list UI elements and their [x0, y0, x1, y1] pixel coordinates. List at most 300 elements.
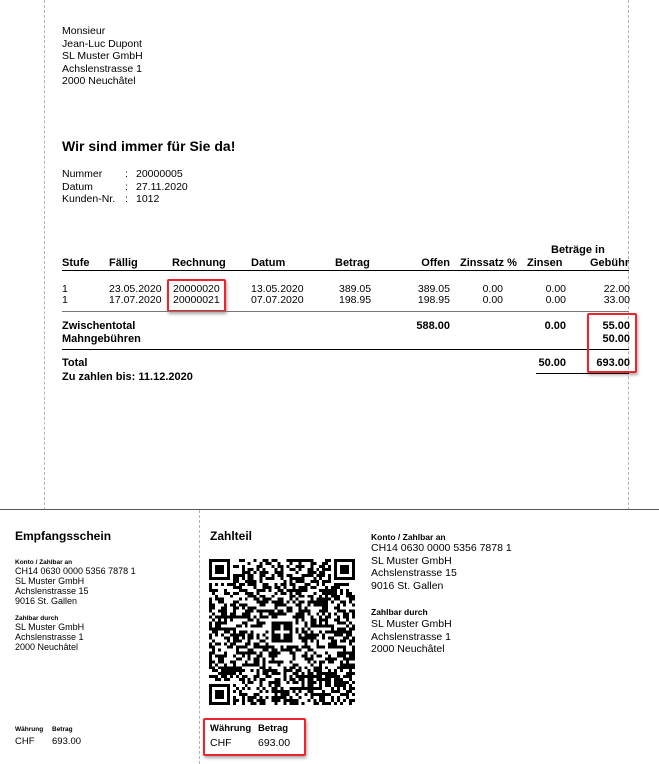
qr-module: [334, 675, 337, 678]
qr-module: [266, 669, 269, 672]
qr-module: [319, 645, 322, 648]
qr-module: [263, 666, 266, 669]
qr-module: [239, 559, 242, 562]
meta-values: [136, 168, 188, 206]
qr-module: [251, 595, 254, 598]
qr-module: [245, 651, 248, 654]
qr-module: [239, 598, 242, 601]
qr-module: [295, 699, 298, 702]
qr-module: [239, 631, 242, 634]
qr-module: [245, 598, 248, 601]
qr-module: [316, 687, 319, 690]
qr-module: [263, 616, 266, 619]
qr-module: [251, 663, 254, 666]
qr-module: [346, 663, 349, 666]
qr-module: [310, 663, 313, 666]
qr-module: [298, 595, 301, 598]
qr-module: [346, 592, 349, 595]
qr-module: [349, 622, 352, 625]
qr-module: [245, 684, 248, 687]
qr-module: [283, 675, 286, 678]
qr-module: [218, 625, 221, 628]
qr-module: [254, 625, 257, 628]
qr-module: [224, 619, 227, 622]
qr-module: [328, 565, 331, 568]
qr-module: [292, 699, 295, 702]
qr-module: [251, 699, 254, 702]
qr-module: [322, 672, 325, 675]
qr-module: [224, 651, 227, 654]
qr-module: [281, 601, 284, 604]
qr-module: [263, 595, 266, 598]
qr-module: [301, 684, 304, 687]
qr-module: [278, 681, 281, 684]
qr-module: [236, 636, 239, 639]
qr-module: [242, 681, 245, 684]
qr-module: [289, 577, 292, 580]
qr-module: [263, 571, 266, 574]
qr-module: [215, 642, 218, 645]
qr-module: [295, 669, 298, 672]
qr-module: [257, 633, 260, 636]
qr-module: [233, 642, 236, 645]
qr-module: [257, 601, 260, 604]
qr-module: [221, 633, 224, 636]
qr-module: [301, 565, 304, 568]
qr-module: [242, 633, 245, 636]
qr-module: [352, 639, 355, 642]
nummer-label: Nummer: [62, 168, 103, 180]
qr-module: [236, 675, 239, 678]
receipt-separator-line: [199, 510, 200, 764]
qr-module: [215, 589, 218, 592]
qr-module: [239, 657, 242, 660]
qr-module: [322, 699, 325, 702]
qr-module: [352, 613, 355, 616]
qr-module: [278, 586, 281, 589]
qr-module: [254, 580, 257, 583]
qr-module: [328, 684, 331, 687]
qr-module: [275, 690, 278, 693]
qr-module: [248, 583, 251, 586]
qr-module: [245, 571, 248, 574]
qr-module: [322, 607, 325, 610]
qr-module: [245, 592, 248, 595]
qr-module: [301, 636, 304, 639]
qr-module: [316, 642, 319, 645]
qr-module: [221, 613, 224, 616]
qr-module: [233, 672, 236, 675]
qr-module: [242, 663, 245, 666]
qr-module: [269, 651, 272, 654]
qr-module: [236, 586, 239, 589]
qr-module: [328, 678, 331, 681]
qr-module: [301, 687, 304, 690]
qr-module: [343, 613, 346, 616]
qr-module: [218, 660, 221, 663]
qr-module: [242, 589, 245, 592]
qr-module: [266, 642, 269, 645]
qr-module: [230, 666, 233, 669]
qr-module: [275, 583, 278, 586]
qr-module: [346, 666, 349, 669]
qr-module: [224, 592, 227, 595]
qr-module: [278, 651, 281, 654]
qr-module: [313, 622, 316, 625]
qr-module: [352, 663, 355, 666]
qr-module: [343, 663, 346, 666]
qr-module: [281, 613, 284, 616]
qr-module: [272, 645, 275, 648]
qr-module: [319, 654, 322, 657]
qr-module: [310, 696, 313, 699]
qr-module: [337, 690, 340, 693]
qr-module: [313, 675, 316, 678]
row2-offen: 198.95: [417, 294, 450, 306]
qr-module: [233, 639, 236, 642]
receipt-creditor-line: Achslenstrasse 15: [15, 586, 89, 596]
qr-module: [212, 631, 215, 634]
qr-module: [337, 610, 340, 613]
qr-module: [310, 580, 313, 583]
qr-module: [343, 601, 346, 604]
colon: :: [125, 180, 128, 193]
qr-module: [322, 696, 325, 699]
payment-creditor-line: 9016 St. Gallen: [371, 579, 444, 592]
qr-module: [275, 601, 278, 604]
qr-module: [251, 633, 254, 636]
qr-module: [239, 666, 242, 669]
qr-module: [316, 639, 319, 642]
qr-module: [298, 669, 301, 672]
qr-module: [340, 669, 343, 672]
qr-module: [257, 660, 260, 663]
qr-module: [251, 636, 254, 639]
qr-module: [292, 690, 295, 693]
receipt-konto-label: Konto / Zahlbar an: [15, 559, 73, 566]
qr-module: [218, 672, 221, 675]
qr-module: [298, 580, 301, 583]
qr-module: [310, 568, 313, 571]
qr-module: [239, 639, 242, 642]
zwischentotal-label: Zwischentotal: [62, 320, 136, 332]
qr-module: [337, 595, 340, 598]
qr-module: [269, 681, 272, 684]
qr-module: [218, 601, 221, 604]
qr-module: [322, 660, 325, 663]
qr-module: [292, 595, 295, 598]
qr-module: [292, 663, 295, 666]
gebuehr-highlight-box: [587, 313, 637, 373]
qr-module: [352, 672, 355, 675]
qr-module: [331, 696, 334, 699]
qr-module: [224, 613, 227, 616]
qr-module: [283, 666, 286, 669]
qr-module: [328, 675, 331, 678]
qr-module: [263, 678, 266, 681]
qr-module: [275, 687, 278, 690]
qr-module: [295, 663, 298, 666]
qr-module: [349, 633, 352, 636]
qr-module: [325, 631, 328, 634]
payment-konto-label: Konto / Zahlbar an: [371, 532, 446, 542]
qr-module: [278, 598, 281, 601]
qr-module: [224, 610, 227, 613]
qr-module: [307, 628, 310, 631]
qr-module: [340, 639, 343, 642]
qr-module: [266, 601, 269, 604]
qr-module: [233, 690, 236, 693]
qr-module: [304, 687, 307, 690]
qr-module: [346, 672, 349, 675]
qr-module: [230, 642, 233, 645]
qr-module: [233, 607, 236, 610]
qr-module: [295, 648, 298, 651]
qr-module: [245, 622, 248, 625]
qr-module: [286, 559, 289, 562]
qr-module: [298, 648, 301, 651]
qr-module: [212, 660, 215, 663]
qr-module: [242, 568, 245, 571]
qr-module: [278, 660, 281, 663]
qr-module: [251, 610, 254, 613]
qr-module: [260, 604, 263, 607]
qr-module: [349, 651, 352, 654]
qr-module: [245, 631, 248, 634]
qr-module: [257, 610, 260, 613]
qr-module: [289, 675, 292, 678]
qr-module: [313, 636, 316, 639]
qr-module: [301, 631, 304, 634]
address-line: Jean-Luc Dupont: [62, 37, 142, 50]
qr-module: [286, 690, 289, 693]
qr-module: [313, 562, 316, 565]
qr-module: [215, 654, 218, 657]
qr-module: [236, 601, 239, 604]
qr-module: [310, 586, 313, 589]
qr-module: [212, 607, 215, 610]
qr-module: [263, 568, 266, 571]
qr-module: [230, 672, 233, 675]
qr-module: [319, 693, 322, 696]
qr-module: [298, 577, 301, 580]
qr-module: [337, 651, 340, 654]
qr-module: [322, 589, 325, 592]
qr-module: [316, 574, 319, 577]
qr-module: [316, 693, 319, 696]
qr-module: [212, 592, 215, 595]
qr-module: [227, 678, 230, 681]
qr-module: [239, 586, 242, 589]
qr-module: [340, 645, 343, 648]
qr-module: [209, 633, 212, 636]
qr-module: [257, 675, 260, 678]
qr-module: [260, 678, 263, 681]
qr-module: [322, 625, 325, 628]
qr-module: [239, 645, 242, 648]
qr-module: [233, 583, 236, 586]
qr-module: [292, 577, 295, 580]
qr-module: [340, 654, 343, 657]
qr-module: [257, 589, 260, 592]
qr-module: [301, 616, 304, 619]
payment-debtor: [371, 618, 452, 656]
qr-module: [272, 687, 275, 690]
qr-module: [310, 559, 313, 562]
qr-module: [337, 628, 340, 631]
qr-module: [269, 645, 272, 648]
group-header-betraege: Beträge in: [551, 244, 605, 256]
qr-module: [272, 601, 275, 604]
qr-module: [322, 604, 325, 607]
qr-module: [301, 580, 304, 583]
qr-module: [236, 666, 239, 669]
qr-module: [242, 693, 245, 696]
qr-module: [278, 678, 281, 681]
qr-module: [292, 645, 295, 648]
qr-module: [272, 565, 275, 568]
qr-module: [233, 580, 236, 583]
qr-module: [298, 559, 301, 562]
qr-module: [352, 625, 355, 628]
qr-module: [304, 625, 307, 628]
qr-module: [245, 675, 248, 678]
qr-module: [281, 583, 284, 586]
qr-module: [263, 699, 266, 702]
qr-module: [313, 681, 316, 684]
qr-module: [340, 702, 343, 705]
qr-module: [346, 616, 349, 619]
qr-module: [301, 681, 304, 684]
qr-module: [224, 654, 227, 657]
qr-module: [310, 675, 313, 678]
nummer-value: 20000005: [136, 168, 183, 180]
qr-module: [340, 684, 343, 687]
qr-module: [292, 601, 295, 604]
qr-module: [266, 571, 269, 574]
qr-module: [209, 586, 212, 589]
qr-module: [266, 586, 269, 589]
qr-module: [257, 598, 260, 601]
qr-module: [325, 651, 328, 654]
qr-module: [248, 687, 251, 690]
qr-module: [251, 702, 254, 705]
qr-module: [236, 616, 239, 619]
qr-module: [310, 633, 313, 636]
qr-module: [278, 604, 281, 607]
qr-module: [313, 586, 316, 589]
qr-module: [233, 660, 236, 663]
qr-module: [337, 586, 340, 589]
qr-module: [322, 619, 325, 622]
qr-module: [218, 657, 221, 660]
zwischentotal-gebuehr: 55.00: [602, 320, 630, 332]
qr-module: [221, 583, 224, 586]
qr-module: [313, 699, 316, 702]
qr-module: [257, 672, 260, 675]
qr-module: [343, 639, 346, 642]
qr-module: [295, 702, 298, 705]
receipt-debtor-line: SL Muster GmbH: [15, 622, 85, 632]
qr-module: [272, 660, 275, 663]
qr-module: [212, 619, 215, 622]
qr-module: [346, 681, 349, 684]
qr-module: [275, 651, 278, 654]
qr-module: [316, 645, 319, 648]
qr-module: [286, 669, 289, 672]
qr-module: [209, 645, 212, 648]
qr-module: [224, 642, 227, 645]
qr-module: [325, 684, 328, 687]
qr-module: [352, 610, 355, 613]
qr-module: [215, 669, 218, 672]
qr-module: [334, 657, 337, 660]
qr-module: [313, 651, 316, 654]
payment-title: Zahlteil: [210, 529, 253, 543]
qr-module: [304, 639, 307, 642]
qr-module: [289, 696, 292, 699]
qr-module: [233, 702, 236, 705]
qr-module: [254, 660, 257, 663]
qr-module: [272, 696, 275, 699]
qr-module: [295, 619, 298, 622]
payment-creditor-line: Achslenstrasse 15: [371, 567, 457, 579]
qr-module: [263, 663, 266, 666]
qr-module: [254, 571, 257, 574]
qr-module: [298, 696, 301, 699]
qr-module: [245, 613, 248, 616]
qr-module: [263, 645, 266, 648]
qr-module: [340, 565, 349, 574]
qr-module: [254, 559, 257, 562]
qr-module: [236, 699, 239, 702]
qr-module: [349, 663, 352, 666]
qr-module: [233, 666, 236, 669]
qr-module: [221, 628, 224, 631]
qr-module: [298, 604, 301, 607]
qr-module: [230, 660, 233, 663]
qr-module: [224, 678, 227, 681]
qr-module: [343, 610, 346, 613]
qr-module: [319, 699, 322, 702]
qr-module: [245, 589, 248, 592]
qr-module: [310, 598, 313, 601]
qr-module: [322, 562, 325, 565]
qr-module: [233, 592, 236, 595]
qr-module: [352, 699, 355, 702]
qr-module: [319, 589, 322, 592]
col-header-rechnung: Rechnung: [172, 257, 226, 269]
qr-module: [239, 678, 242, 681]
qr-module: [227, 583, 230, 586]
qr-module: [343, 654, 346, 657]
qr-module: [319, 625, 322, 628]
qr-module: [260, 610, 263, 613]
qr-module: [337, 598, 340, 601]
qr-module: [224, 628, 227, 631]
qr-module: [301, 577, 304, 580]
qr-module: [269, 669, 272, 672]
qr-module: [340, 651, 343, 654]
qr-module: [218, 666, 221, 669]
qr-module: [289, 669, 292, 672]
qr-module: [275, 586, 278, 589]
qr-module: [307, 681, 310, 684]
qr-module: [263, 559, 266, 562]
qr-module: [319, 610, 322, 613]
qr-module: [298, 601, 301, 604]
qr-module: [242, 651, 245, 654]
